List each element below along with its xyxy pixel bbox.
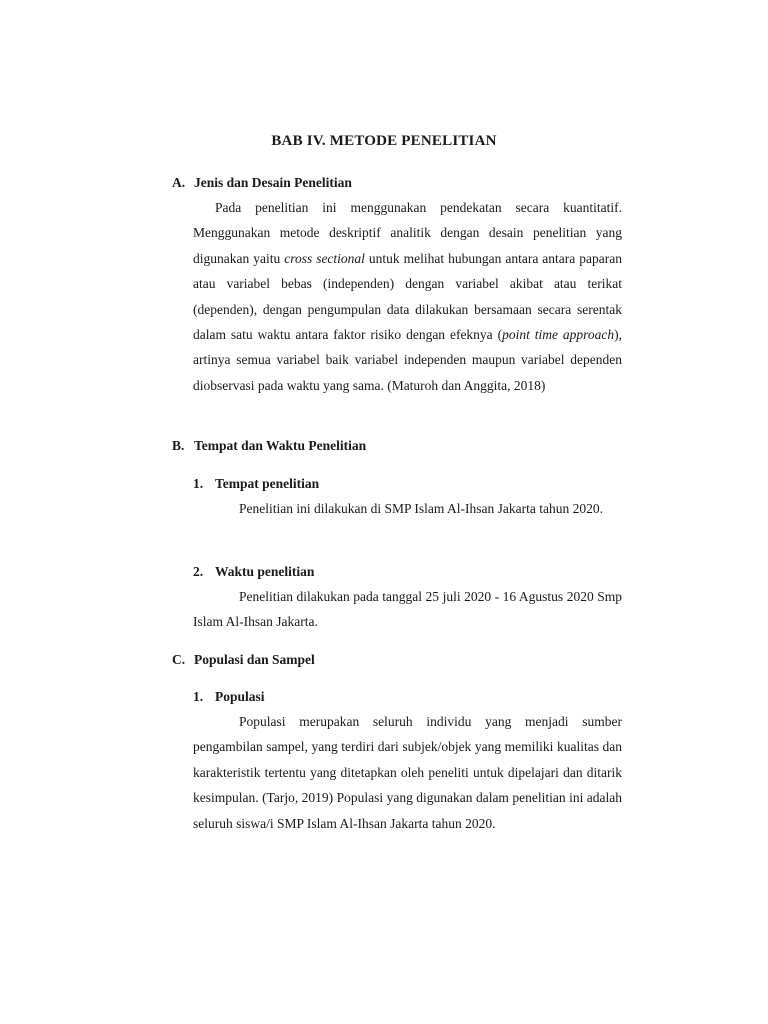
chapter-title: BAB IV. METODE PENELITIAN [271, 133, 497, 149]
section-title: Populasi dan Sampel [194, 652, 315, 667]
subsection-waktu-heading [193, 564, 314, 580]
paragraph-text: untuk melihat hubungan antara antara paparan atau variabel bebas (independen) dengan variabel akibat atau terikat (dependen), dengan pengumpulan data dilakukan bersamaan secara serentak dalam satu waktu antara faktor risiko dengan efeknya ( [193, 250, 622, 343]
subsection-number: 1. [193, 689, 204, 704]
section-a-heading [172, 175, 352, 191]
section-letter: B. [172, 438, 185, 453]
italic-term: cross sectional [284, 250, 365, 266]
section-a-paragraph [193, 195, 622, 398]
section-b-heading [172, 438, 366, 454]
subsection-number: 2. [193, 564, 204, 579]
subsection-waktu-text: Penelitian dilakukan pada tanggal 25 juli 2020 - 16 Agustus 2020 Smp Islam Al-Ihsan Jakarta. [193, 589, 622, 630]
paragraph-text: Pada penelitian ini menggunakan pendekatan secara kuantitatif. Menggunakan metode deskriptif analitik dengan desain penelitian yang digunakan yaitu [193, 200, 622, 266]
subsection-title: Waktu penelitian [215, 564, 315, 579]
section-c-heading [172, 652, 315, 668]
subsection-populasi-text: Populasi merupakan seluruh individu yang menjadi sumber pengambilan sampel, yang terdiri dari subjek/objek yang memiliki kualitas dan karakteristik tertentu yang ditetapkan oleh peneliti untuk dipelajari dan ditarik kesimpulan. (Tarjo, 2019) Populasi yang digunakan dalam penelitian ini adalah seluruh siswa/i SMP Islam Al-Ihsan Jakarta tahun 2020. [193, 714, 622, 831]
subsection-tempat-heading [193, 476, 319, 492]
subsection-title: Populasi [215, 689, 265, 704]
section-title: Jenis dan Desain Penelitian [194, 175, 352, 190]
subsection-number: 1. [193, 476, 204, 491]
subsection-title: Tempat penelitian [215, 476, 320, 491]
section-letter: C. [172, 652, 186, 667]
subsection-tempat-text: Penelitian ini dilakukan di SMP Islam Al-Ihsan Jakarta tahun 2020. [239, 501, 603, 516]
italic-term: point time approach [502, 327, 615, 343]
section-letter: A. [172, 175, 186, 190]
subsection-populasi-heading [193, 689, 265, 705]
paragraph-text: ), artinya semua variabel baik variabel independen maupun variabel dependen diobservasi pada waktu yang sama. (Maturoh dan Anggita, 2018) [193, 327, 622, 393]
section-title: Tempat dan Waktu Penelitian [194, 438, 367, 453]
